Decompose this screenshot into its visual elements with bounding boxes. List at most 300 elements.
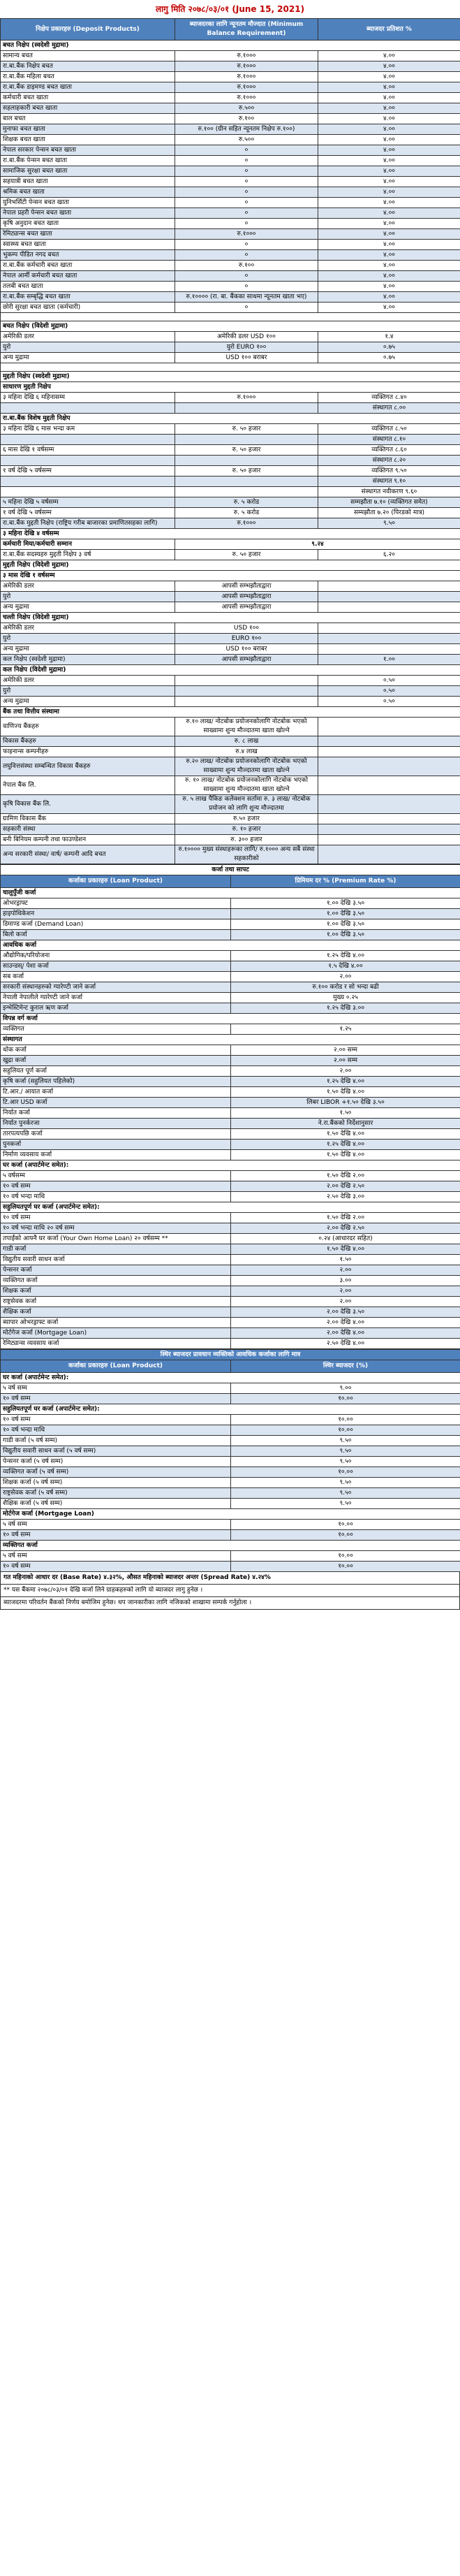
table-row [1, 187, 460, 198]
product-name: विद्युतीय सवारी साधन कर्जा [1, 1255, 231, 1265]
product-name: १० वर्ष भन्दा माथि [1, 1425, 231, 1436]
table-row [1, 1087, 460, 1098]
product-name: ओभरड्राफ्ट [1, 898, 231, 909]
minimum-balance: ० [175, 208, 318, 219]
interest-rate: सम्मझौता ७.१० (व्यक्तिगत समेत) [318, 497, 460, 508]
minimum-balance: ० [175, 219, 318, 229]
minimum-balance: ० [175, 240, 318, 250]
header-fixed-loan-product: कर्जाका प्रकारहरु (Loan Product) [1, 1360, 231, 1373]
product-name: सहलाहकारी बचत खाता [1, 103, 175, 114]
product-name: नेपाल प्रहरी पेन्सन बचत खाता [1, 208, 175, 219]
section-label: बैंक तथा वित्तीय संस्थामा [1, 707, 460, 718]
rate-value: २.०० देखि ३.५० [231, 1307, 460, 1318]
section-label: ३ मास देखि १ वर्षसम्म [1, 571, 460, 581]
minimum-balance: ० [175, 166, 318, 177]
product-name: अमेरिकी डलर [1, 623, 175, 634]
interest-rate: ४.०० [318, 198, 460, 208]
table-row [1, 697, 460, 707]
minimum-balance: ० [175, 282, 318, 292]
section-header-row [1, 940, 460, 951]
section-header-row [1, 372, 460, 382]
loan-table-header [1, 875, 460, 888]
rate-value: १.५० देखि २.०० [231, 1171, 460, 1181]
product-name: १० वर्ष भन्दा माथि [1, 1192, 231, 1202]
interest-rate [318, 835, 460, 845]
table-row [1, 1339, 460, 1349]
section-label: चल्ती निक्षेप (विदेशी मुद्रामा) [1, 613, 460, 623]
rate-value: २.०० सम्म [231, 1045, 460, 1056]
minimum-balance: रु.१००० [175, 393, 318, 403]
minimum-balance: ० [175, 303, 318, 313]
table-row [1, 156, 460, 166]
product-name: रा.बा.बैंक पेन्सन बचत खाता [1, 156, 175, 166]
product-name: बनी बिनियम कम्पनी तथा फाउण्डेशन [1, 835, 175, 845]
section-label: संस्थागत [1, 1035, 460, 1045]
table-row [1, 103, 460, 114]
interest-rate: व्यक्तिगत ९.५० [318, 466, 460, 476]
rate-value: ९.५० [231, 1446, 460, 1457]
product-name: सहुलियत पूर्ण कर्जा [1, 1066, 231, 1077]
table-row [1, 1425, 460, 1436]
minimum-balance: ० [175, 177, 318, 187]
product-name: १ वर्ष देखि ५ वर्षसम्म [1, 466, 175, 476]
table-row [1, 219, 460, 229]
table-row [1, 1108, 460, 1119]
product-name: कृषि विकास बैंक लि. [1, 795, 175, 814]
table-row [1, 61, 460, 72]
minimum-balance: रु.१०००० (रा. बा. बैंकका साथमा न्यूनतम खाता भए) [175, 292, 318, 303]
section-header-row [1, 529, 460, 539]
product-name: लघुवित्तसंस्था सम्बन्धित विकास बैंकहरु [1, 757, 175, 776]
table-row [1, 1415, 460, 1425]
interest-rate: ४.०० [318, 72, 460, 82]
table-row [1, 1066, 460, 1077]
fixed-table-header [1, 1360, 460, 1373]
table-row [1, 353, 460, 363]
product-name: शिक्षक कर्जा [1, 1286, 231, 1297]
spacer-row [1, 363, 460, 372]
rate-value: १०.०० [231, 1467, 460, 1478]
section-header-row [1, 888, 460, 898]
table-row [1, 592, 460, 602]
table-row [1, 1307, 460, 1318]
product-name: मोर्टगेज कर्जा (Mortgage Loan) [1, 1328, 231, 1339]
minimum-balance: रु.४ लाख [175, 747, 318, 757]
product-name: निर्यात कर्जा [1, 1108, 231, 1119]
table-row [1, 993, 460, 1003]
table-row [1, 845, 460, 864]
table-row [1, 623, 460, 634]
section-label: कर्मचारी मिया/कर्मचारी सम्मान [1, 539, 175, 550]
rate-value: १०.०० [231, 1415, 460, 1425]
interest-rate: ०.७५ [318, 353, 460, 363]
rate-value: ९.५० [231, 1488, 460, 1499]
section-header-row [1, 1035, 460, 1045]
table-row [1, 1297, 460, 1307]
interest-rate [318, 757, 460, 776]
interest-rate [318, 592, 460, 602]
interest-rate: ४.०० [318, 177, 460, 187]
interest-rate: ४.०० [318, 166, 460, 177]
header-loan-product: कर्जाका प्रकारहरु (Loan Product) [1, 875, 231, 888]
table-row [1, 718, 460, 736]
product-name: बाल बचत [1, 114, 175, 124]
rate-value: १.२५ देखि ४.०० [231, 951, 460, 961]
product-name: १० वर्ष भन्दा माथि २० वर्ष सम्म [1, 1223, 231, 1234]
header-premium-rate: प्रिमियम दर % (Premium Rate %) [231, 875, 460, 888]
interest-rate: ०.७५ [318, 342, 460, 353]
table-row [1, 261, 460, 271]
table-row [1, 824, 460, 835]
interest-rate [318, 824, 460, 835]
product-name: थोक कर्जा [1, 1045, 231, 1056]
loan-rates-table [0, 864, 460, 1349]
product-name: विद्युतीय सवारी साधन कर्जा (५ वर्ष सम्म) [1, 1446, 231, 1457]
table-row [1, 1077, 460, 1087]
rate-value: ०.२४ (आधारदर सहित) [231, 1234, 460, 1244]
section-header-row [1, 1202, 460, 1213]
fixed-rates-table [0, 1349, 460, 1572]
rate-value: १.५० [231, 1108, 460, 1119]
interest-rate: ४.०० [318, 145, 460, 156]
header-deposit-products: निक्षेप प्रकारहरु (Deposit Products) [1, 19, 175, 41]
product-name: युनिभर्सिटी पेन्सन बचत खाता [1, 198, 175, 208]
table-row [1, 208, 460, 219]
minimum-balance [175, 676, 318, 686]
loan-banner-row [1, 865, 460, 875]
fixed-banner-row [1, 1350, 460, 1360]
table-row [1, 919, 460, 930]
table-row [1, 795, 460, 814]
product-name: रा.बा.बैंक कर्मचारी बचत खाता [1, 261, 175, 271]
fixed-banner: स्थिर ब्याजदर प्रावधान व्यक्तिको आवधिक कर्जाका लागि मात्र [1, 1350, 460, 1360]
product-name: सामाजिक सुरक्षा बचत खाता [1, 166, 175, 177]
table-row [1, 1234, 460, 1244]
interest-rate: ४.०० [318, 93, 460, 103]
product-name: तारपत्यपछि कर्जा [1, 1129, 231, 1140]
table-row [1, 1171, 460, 1181]
product-name: शैक्षिक कर्जा [1, 1307, 231, 1318]
product-name: हाइपोथिकेशन [1, 909, 231, 919]
minimum-balance: रु. १० हजार [175, 824, 318, 835]
product-name: राष्ट्रसेवक कर्जा [1, 1297, 231, 1307]
table-row [1, 676, 460, 686]
interest-rate: ४.०० [318, 208, 460, 219]
minimum-balance: USD १०० बराबर [175, 644, 318, 655]
table-row [1, 508, 460, 518]
interest-rate: ४.०० [318, 135, 460, 145]
minimum-balance: रु.१००० [175, 82, 318, 93]
interest-rate: व्यक्तिगत ८.५० [318, 424, 460, 435]
minimum-balance: ० [175, 156, 318, 166]
rate-value: रु.१०० करोड र सो भन्दा बढी [231, 982, 460, 993]
table-row [1, 342, 460, 353]
interest-rate: सम्मझौता ७.२० (पिरडको मात्र) [318, 508, 460, 518]
rate-value: १.२५ देखि ४.०० [231, 1140, 460, 1150]
table-row [1, 951, 460, 961]
section-header-row [1, 665, 460, 676]
note-line: गत महिनाको आधार दर (Base Rate) ४.३२%, औसत महिनाको ब्याजदर अन्तर (Spread Rate) ४.२४% [0, 1572, 460, 1585]
product-name: रा.बा.बैंक सम्बृद्धि बचत खाता [1, 292, 175, 303]
table-row [1, 435, 460, 445]
table-row [1, 1394, 460, 1404]
rate-value: २.०० देखि २.५० [231, 1181, 460, 1192]
product-name: नेपाली नेपालीले ग्यारेण्टी जाने कर्जा [1, 993, 231, 1003]
header-interest-rate: ब्याजदर प्रतिशत % [318, 19, 460, 41]
interest-rate: व्यक्तिगत ८.४० [318, 393, 460, 403]
section-label: चालुपुँजी कर्जा [1, 888, 460, 898]
table-row [1, 124, 460, 135]
minimum-balance: रु.१०० (ग्रीन सहित न्यूनतम निक्षेप रु.१००) [175, 124, 318, 135]
product-name: अन्य मुद्रामा [1, 602, 175, 613]
product-name [1, 476, 175, 487]
table-row [1, 271, 460, 282]
product-name: रा.बा.बैंक सदस्यहरु मुद्दती निक्षेप ३ वर्ष [1, 550, 175, 560]
rate-value: १.२५ देखि ४.०० [231, 1077, 460, 1087]
product-name: राष्ट्रसेवक कर्जा (५ वर्ष सम्म) [1, 1488, 231, 1499]
product-name: छोरी सुरक्षा बचत खाता (कर्मचारी) [1, 303, 175, 313]
product-name: सहयात्री बचत खाता [1, 177, 175, 187]
product-name: १० वर्ष सम्म [1, 1530, 231, 1541]
rate-value: १.५० देखि ४.०० [231, 1129, 460, 1140]
product-name: ५ वर्ष सम्म [1, 1383, 231, 1394]
minimum-balance: रु. ५ करोड [175, 508, 318, 518]
product-name: कृषि कर्जा (सहुलियत पहिलेको) [1, 1077, 231, 1087]
table-row [1, 1045, 460, 1056]
product-name [1, 435, 175, 445]
product-name [1, 487, 175, 497]
minimum-balance: ० [175, 198, 318, 208]
interest-rate: १.४ [318, 332, 460, 342]
rate-value: ९.५० [231, 1499, 460, 1509]
minimum-balance: आपसी सम्भझौताद्वारा [175, 581, 318, 592]
table-row [1, 550, 460, 560]
product-name: तपाईंको आफ्नै घर कर्जा (Your Own Home Loan) २० वर्षसम्म ** [1, 1234, 231, 1244]
minimum-balance: रु.५०० [175, 135, 318, 145]
table-row [1, 93, 460, 103]
section-label: सहुलियतपूर्ण घर कर्जा (अपार्टमेन्ट समेत): [1, 1404, 460, 1415]
product-name [1, 456, 175, 466]
minimum-balance [175, 403, 318, 414]
product-name: तलबी बचत खाता [1, 282, 175, 292]
product-name: पेन्सनर कर्जा [1, 1265, 231, 1276]
product-name: गाडी कर्जा [1, 1244, 231, 1255]
product-name: १० वर्ष सम्म [1, 1415, 231, 1425]
spacer-cell [1, 363, 460, 372]
interest-rate [318, 718, 460, 736]
table-row [1, 736, 460, 747]
deposit-rates-table [0, 18, 460, 864]
table-row [1, 1129, 460, 1140]
minimum-balance: रु. ५० हजार [175, 445, 318, 456]
table-row [1, 1562, 460, 1572]
product-name: १० वर्ष सम्म [1, 1562, 231, 1572]
interest-rate: ४.०० [318, 114, 460, 124]
rate-value: १.५० [231, 1255, 460, 1265]
table-row [1, 644, 460, 655]
interest-rate [318, 814, 460, 824]
product-name: रा.बा.बैंक निक्षेप बचत [1, 61, 175, 72]
minimum-balance: रु. ३०० हजार [175, 835, 318, 845]
page-title: लागु मिति २०७८/०३/०१ (June 15, 2021) [155, 4, 305, 14]
table-row [1, 177, 460, 187]
interest-rate [318, 845, 460, 864]
table-row [1, 1446, 460, 1457]
rate-value: १०.०० [231, 1520, 460, 1530]
table-row [1, 1265, 460, 1276]
table-row [1, 972, 460, 982]
table-row [1, 487, 460, 497]
interest-rate [318, 747, 460, 757]
product-name: टि.आर USD कर्जा [1, 1098, 231, 1108]
rate-value: १.५ देखि ४.०० [231, 961, 460, 972]
interest-rate: ४.०० [318, 261, 460, 271]
interest-rate: ४.०० [318, 240, 460, 250]
product-name: अन्य मुद्रामा [1, 697, 175, 707]
interest-rate: ४.०० [318, 282, 460, 292]
section-header-row [1, 1014, 460, 1024]
product-name: ब्यापार ओभरड्राफ्ट कर्जा [1, 1318, 231, 1328]
product-name: ३ महिना देखि ६ मास भन्दा कम [1, 424, 175, 435]
product-name: रेमिट्यान्स बचत खाता [1, 229, 175, 240]
notes-section [0, 1572, 460, 1610]
interest-rate: ४.०० [318, 124, 460, 135]
table-row [1, 1003, 460, 1014]
section-label: घर कर्जा (अपार्टमेन्ट समेत): [1, 1373, 460, 1383]
section-header-row [1, 707, 460, 718]
rate-value: १.०० देखि ३.५० [231, 898, 460, 909]
product-name: शैक्षिक कर्जा (५ वर्ष सम्म) [1, 1499, 231, 1509]
table-row [1, 445, 460, 456]
section-label: बचत निक्षेप (स्वदेशी मुद्रामा) [1, 41, 460, 51]
table-row [1, 1478, 460, 1488]
section-label: मुद्दती निक्षेप (स्वदेशी मुद्रामा) [1, 372, 460, 382]
product-name: कर्मचारी बचत खाता [1, 93, 175, 103]
product-name: ३ महिना देखि ६ महिनासम्म [1, 393, 175, 403]
product-name: नेपाल बैंक लि. [1, 776, 175, 795]
minimum-balance: ० [175, 145, 318, 156]
product-name: इन्भेस्टिमेन्ट कुराल ऋण कर्जा [1, 1003, 231, 1014]
table-row [1, 1181, 460, 1192]
minimum-balance: रु. ५० हजार [175, 550, 318, 560]
rate-value: ने.रा.बैंकको निर्देशानुसार [231, 1119, 460, 1129]
rate-value: १.०० देखि ३.५० [231, 930, 460, 940]
interest-rate: ४.०० [318, 292, 460, 303]
minimum-balance: रु.१००० [175, 51, 318, 61]
minimum-balance: ० [175, 271, 318, 282]
rate-value: १०.०० [231, 1562, 460, 1572]
table-row [1, 1119, 460, 1129]
minimum-balance [175, 456, 318, 466]
interest-rate: व्यक्तिगत ८.६० [318, 445, 460, 456]
product-name: १० वर्ष सम्म [1, 1213, 231, 1223]
product-name: साउन्डस्/ पेशा कर्जा [1, 961, 231, 972]
minimum-balance: ० [175, 187, 318, 198]
product-name: रेमिट्यान्स व्यवसाय कर्जा [1, 1339, 231, 1349]
rate-value: १.२५ देखि ३.०० [231, 1003, 460, 1014]
product-name: १ वर्ष देखि ५ वर्षसम्म [1, 508, 175, 518]
product-name: व्यक्तिगत कर्जा (५ वर्ष सम्म) [1, 1467, 231, 1478]
interest-rate: संस्थागत ८.२० [318, 456, 460, 466]
section-header-row [1, 1404, 460, 1415]
interest-rate: ४.०० [318, 303, 460, 313]
product-name [1, 403, 175, 414]
section-header-row [1, 382, 460, 393]
product-name: बिलो कर्जा [1, 930, 231, 940]
product-name: खुद्रा कर्जा [1, 1056, 231, 1066]
table-row [1, 82, 460, 93]
table-row [1, 135, 460, 145]
section-header-row [1, 41, 460, 51]
table-row [1, 1140, 460, 1150]
table-row [1, 145, 460, 156]
minimum-balance [175, 487, 318, 497]
interest-rate: ४.०० [318, 250, 460, 261]
table-row [1, 51, 460, 61]
product-name: शिक्षक कर्जा (५ वर्ष सम्म) [1, 1478, 231, 1488]
section-header-row [1, 571, 460, 581]
product-name: ५ वर्ष सम्म [1, 1520, 231, 1530]
rate-value: १.०० देखि ३.५० [231, 909, 460, 919]
minimum-balance: रु. ८ लाख [175, 736, 318, 747]
product-name: सामान्य बचत [1, 51, 175, 61]
interest-rate: ४.०० [318, 82, 460, 93]
product-name: नेपाल सरकार पेन्सन बचत खाता [1, 145, 175, 156]
minimum-balance: रु.१०० [175, 114, 318, 124]
section-label: सहुलियतपूर्ण घर कर्जा (अपार्टमेन्ट समेत): [1, 1202, 460, 1213]
section-label: बचत निक्षेप (विदेशी मुद्रामा) [1, 321, 460, 332]
table-row [1, 403, 460, 414]
section-label: साधारण मुद्दती निक्षेप [1, 382, 460, 393]
table-row [1, 1499, 460, 1509]
rate-value: १.०० देखि ३.५० [231, 919, 460, 930]
product-name: औद्योगिक/परियोजना [1, 951, 231, 961]
interest-rate [318, 623, 460, 634]
minimum-balance: रु. ५० हजार [175, 424, 318, 435]
table-row [1, 747, 460, 757]
interest-rate: ४.०० [318, 61, 460, 72]
product-name: टि.आर./ आयात कर्जा [1, 1087, 231, 1098]
interest-rate [318, 634, 460, 644]
interest-rate: ४.०० [318, 271, 460, 282]
table-row [1, 581, 460, 592]
spacer-cell [1, 313, 460, 321]
rate-value: ९.५० [231, 1436, 460, 1446]
rate-value: १.५० देखि २.०० [231, 1213, 460, 1223]
table-row [1, 835, 460, 845]
product-name: सब कर्जा [1, 972, 231, 982]
table-row [1, 424, 460, 435]
minimum-balance: रु.२० लाख/ नोटबोक प्रयोजनकोलागि नोटबोक भएको साख्वामा शुन्य मौज्दातमा खाता खोल्ने [175, 757, 318, 776]
rate-value: २.०० सम्म [231, 1056, 460, 1066]
minimum-balance: रु.१००० [175, 518, 318, 529]
product-name: अमेरिकी डलर [1, 676, 175, 686]
table-row [1, 303, 460, 313]
product-name: १० वर्ष सम्म [1, 1181, 231, 1192]
interest-rate: १.०० [318, 655, 460, 665]
table-row [1, 1286, 460, 1297]
deposit-table-header [1, 19, 460, 41]
table-row [1, 1436, 460, 1446]
minimum-balance: रु. १० लाख/ नोटबोक प्रयोजनकोलागि नोटबोक भएको साख्वामा शुन्य मौज्दातमा खाता खोल्ने [175, 776, 318, 795]
minimum-balance: रु.५०० [175, 103, 318, 114]
interest-rate: ४.०० [318, 187, 460, 198]
section-header-row [1, 321, 460, 332]
interest-rate: ९.५० [318, 518, 460, 529]
rate-value: २.५० देखि ३.०० [231, 1192, 460, 1202]
table-row [1, 961, 460, 972]
section-label: व्यक्तिगत कर्जा [1, 1541, 460, 1551]
